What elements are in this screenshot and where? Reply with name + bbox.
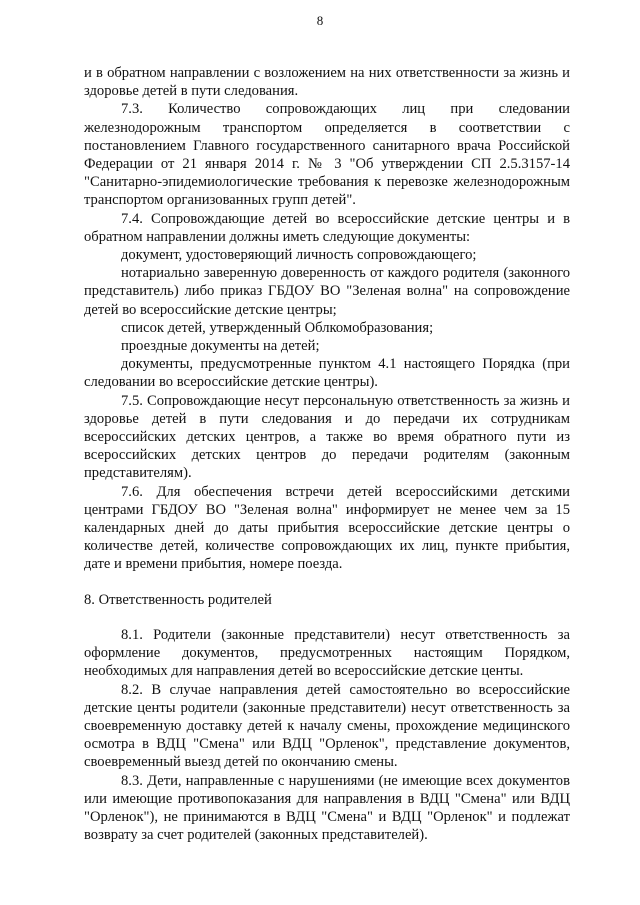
list-item-children-list: список детей, утвержденный Облкомобразования; <box>121 319 434 336</box>
list-item-power-of-attorney: нотариально заверенную доверенность от каждого родителя (законного представитель) либо приказ ГБДОУ ВО "Зеленая волна" на сопровождение детей во всероссийские детские центры; <box>84 265 570 318</box>
section-heading: 8. Ответственность родителей <box>84 591 272 608</box>
paragraph-8-3: 8.3. Дети, направленные с нарушениями (не имеющие всех документов или имеющие противопоказания для направления в ВДЦ "Смена" или ВДЦ "Орленок"), не принимаются в ВДЦ "Смена" и ВДЦ "Орленок" и подлежат возврату за счет родителей (законных представителей). <box>84 772 570 844</box>
list-item-id-document: документ, удостоверяющий личность сопровождающего; <box>121 247 477 264</box>
list-item-other-documents: документы, предусмотренные пунктом 4.1 настоящего Порядка (при следовании во всероссийские детские центры). <box>84 356 570 391</box>
paragraph-7-5: 7.5. Сопровождающие несут персональную ответственность за жизнь и здоровье детей в пути следования и до передачи их сотрудникам всероссийских детских центров, а также во время обратного пути из всероссийских детских центров до передачи родителям (законным представителям). <box>84 392 570 482</box>
paragraph-8-2: 8.2. В случае направления детей самостоятельно во всероссийские детские центы родители (законные представители) несут ответственность за своевременную доставку детей к началу смены, прохождение медицинского осмотра в ВДЦ "Смена" или ВДЦ "Орленок", представление документов, своевременный выезд детей по окончанию смены. <box>84 681 570 771</box>
paragraph-8-1: 8.1. Родители (законные представители) несут ответственность за оформление документов, предусмотренных настоящим Порядком, необходимых для направления детей во всероссийские детские центы. <box>84 626 570 680</box>
paragraph-7-3: 7.3. Количество сопровождающих лиц при следовании железнодорожным транспортом определяется в соответствии с постановлением Главного государственного санитарного врача Российской Федерации от 21 января 2014 г. № 3 "Об утверждении СП 2.5.3157-14 "Санитарно-эпидемиологические требования к перевозке железнодорожным транспортом организованных групп детей". <box>84 101 570 209</box>
list-item-travel-documents: проездные документы на детей; <box>121 338 320 355</box>
document-body <box>84 64 570 844</box>
paragraph-7-4: 7.4. Сопровождающие детей во всероссийские детские центры и в обратном направлении должны иметь следующие документы: <box>84 210 570 245</box>
paragraph-7-6: 7.6. Для обеспечения встречи детей всероссийскими детскими центрами ГБДОУ ВО "Зеленая волна" информирует не менее чем за 15 календарных дней до даты прибытия всероссийские детские центры о количестве детей, количестве сопровождающих их лиц, пункте прибытия, дате и времени прибытия, номере поезда. <box>84 483 570 573</box>
paragraph-continuation: и в обратном направлении с возложением на них ответственности за жизнь и здоровье детей в пути следования. <box>84 65 570 100</box>
page-number: 8 <box>316 13 324 28</box>
